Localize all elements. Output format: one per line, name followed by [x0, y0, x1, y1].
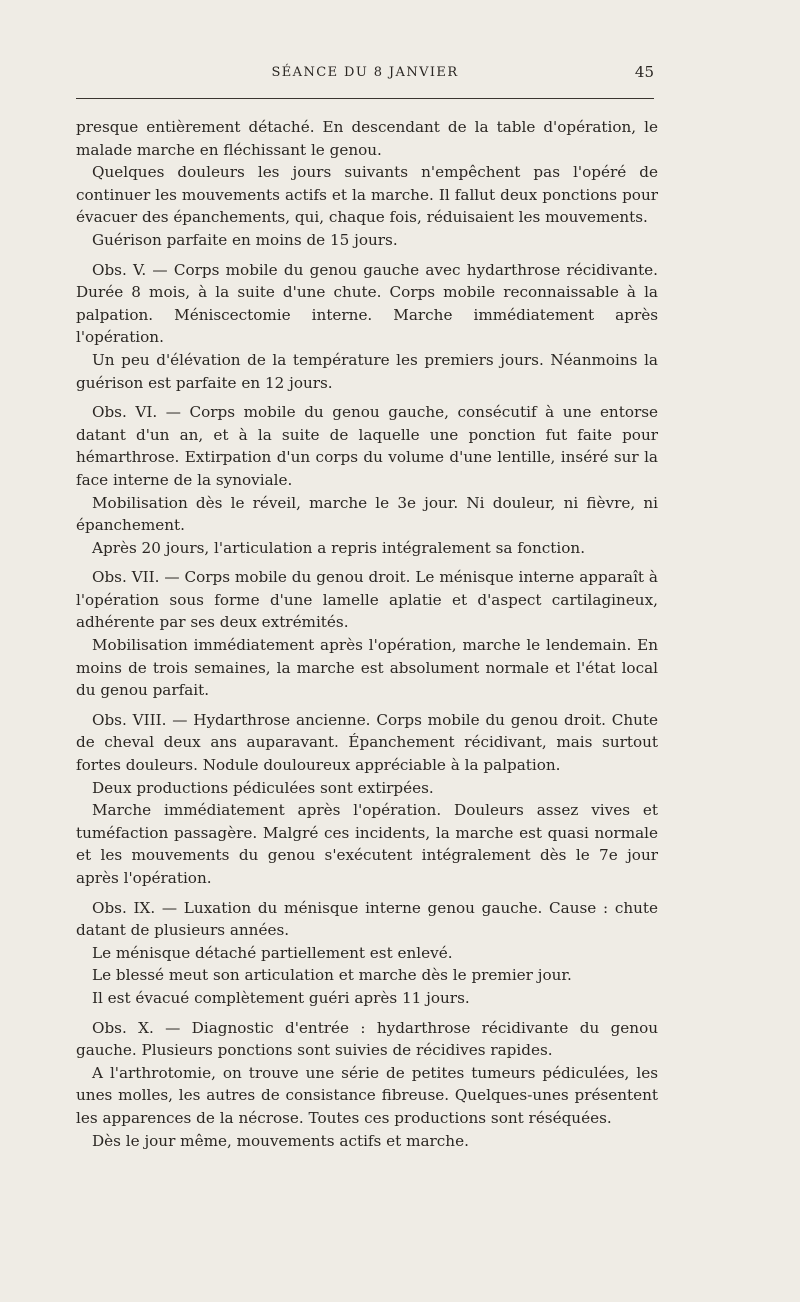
paragraph: A l'arthrotomie, on trouve une série de petites tumeurs pédiculées, les unes molles, les autres de consistance fibreuse. Quelques-unes présentent les apparences de la nécrose. Toutes ces productions sont réséquées. — [76, 1063, 658, 1127]
observation-paragraph: Obs. VIII. — Hydarthrose ancienne. Corps mobile du genou droit. Chute de cheval deux ans auparavant. Épanchement récidivant, mais surtout fortes douleurs. Nodule douloureux appréciable à la palpation. — [76, 710, 658, 775]
observation-paragraph: Obs. VII. — Corps mobile du genou droit. Le ménisque interne apparaît à l'opération sous forme d'une lamelle aplatie et d'aspect cartilagineux, adhérente par ses deux extrémités. — [76, 568, 658, 632]
header-rule — [76, 98, 654, 99]
paragraph: Dès le jour même, mouvements actifs et marche. — [92, 1131, 469, 1150]
observation-paragraph: Obs. IX. — Luxation du ménisque interne genou gauche. Cause : chute datant de plusieurs années. — [76, 898, 658, 940]
paragraph: Après 20 jours, l'articulation a repris intégralement sa fonction. — [92, 538, 586, 557]
observation-paragraph: Obs. V. — Corps mobile du genou gauche avec hydarthrose récidivante. Durée 8 mois, à la suite d'une chute. Corps mobile reconnaissable à la palpation. Méniscectomie interne. Marche immédiatement après l'opération. — [76, 260, 658, 347]
running-header — [76, 63, 654, 85]
running-title: SÉANCE DU 8 JANVIER — [271, 65, 459, 80]
paragraph: Il est évacué complètement guéri après 11 jours. — [92, 988, 470, 1007]
paragraph: Quelques douleurs les jours suivants n'empêchent pas l'opéré de continuer les mouvements actifs et la marche. Il fallut deux ponctions pour évacuer des épanchements, qui, chaque fois, réduisaient les mouvements. — [76, 163, 658, 227]
paragraph: presque entièrement détaché. En descendant de la table d'opération, le malade marche en fléchissant le genou. — [76, 118, 658, 159]
paragraph: Un peu d'élévation de la température les premiers jours. Néanmoins la guérison est parfaite en 12 jours. — [76, 350, 658, 392]
paragraph: Le blessé meut son articulation et marche dès le premier jour. — [92, 966, 572, 985]
paragraph: Marche immédiatement après l'opération. Douleurs assez vives et tuméfaction passagère. Malgré ces incidents, la marche est quasi normale et les mouvements du genou s'exécutent intégralement dès le 7e jour après l'opération. — [76, 801, 658, 887]
page-number: 45 — [634, 63, 654, 81]
paragraph: Deux productions pédiculées sont extirpées. — [92, 778, 434, 797]
paragraph: Mobilisation immédiatement après l'opération, marche le lendemain. En moins de trois semaines, la marche est absolument normale et l'état local du genou parfait. — [76, 636, 658, 700]
observation-paragraph: Obs. X. — Diagnostic d'entrée : hydarthrose récidivante du genou gauche. Plusieurs ponctions sont suivies de récidives rapides. — [76, 1018, 658, 1060]
paragraph: Mobilisation dès le réveil, marche le 3e jour. Ni douleur, ni fièvre, ni épanchement. — [76, 493, 658, 535]
body-text — [76, 116, 658, 1152]
paragraph: Le ménisque détaché partiellement est enlevé. — [92, 943, 453, 962]
observation-paragraph: Obs. VI. — Corps mobile du genou gauche, consécutif à une entorse datant d'un an, et à la suite de laquelle une ponction fut faite pour hémarthrose. Extirpation d'un corps du volume d'une lentille, inséré sur la face interne de la synoviale. — [76, 403, 658, 489]
paragraph: Guérison parfaite en moins de 15 jours. — [92, 230, 398, 249]
